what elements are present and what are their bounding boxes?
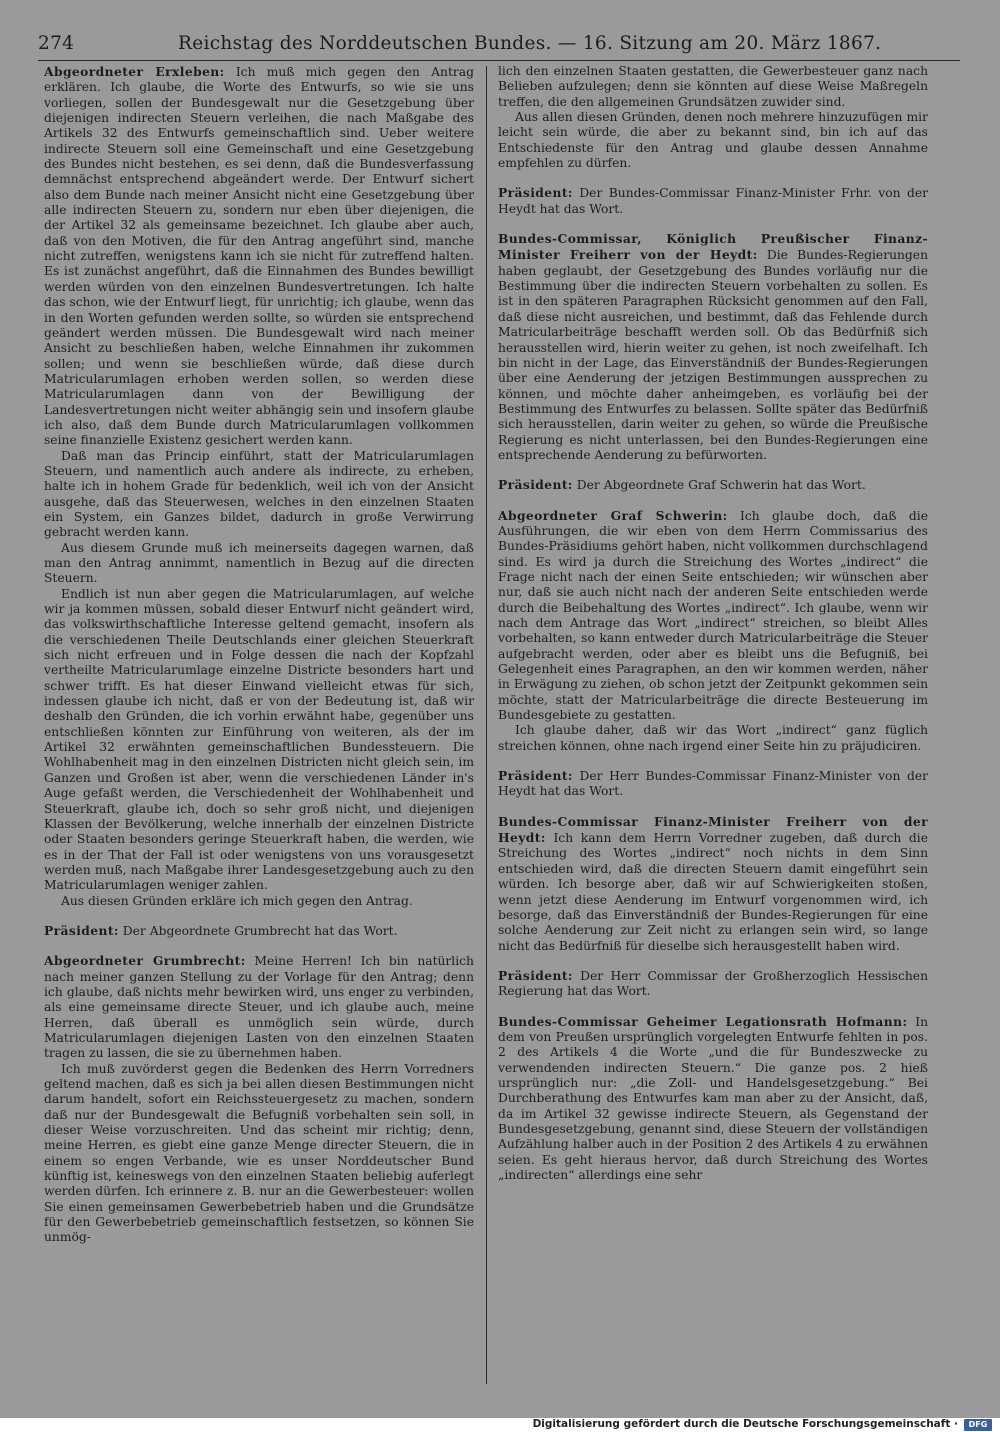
paragraph xyxy=(44,64,474,449)
paragraph xyxy=(498,508,928,724)
paragraph-text: Ich muß mich gegen den Antrag erklären. Ich glaube, die Worte des Entwurfs, so wie sie uns vorliegen, sollen der Bundesgewalt nur die Gesetzgebung über diejenigen indirecten Steuern verleihen, die nach Maßgabe des Artikels 32 des Entwurfs gemeinschaftlich sind. Ueber weitere indirecte Steuern soll eine Gemeinschaft und eine Gesetzgebung des Bundes nicht bestehen, es sei denn, daß die Bundesverfassung demnächst entsprechend abgeändert werde. Der Entwurf sichert also dem Bunde nach meiner Ansicht nicht eine Gesetzgebung über alle indirecten Steuern zu, sondern nur eben über diejenigen, die der Artikel 32 als gemeinsame bezeichnet. Ich glaube aber auch, daß von den Motiven, die für den Antrag angeführt sind, manche nicht zutreffen, wenigstens kann ich sie nicht für zutreffend halten. Es ist zunächst angeführt, daß die Einnahmen des Bundes bewilligt werden würden von den einzelnen Bundesvertretungen. Ich halte das schon, wie der Entwurf liegt, für unrichtig; ich glaube, wenn das in den Worten gefunden werden sollte, so würden sie entsprechend geändert werden müssen. Die Bundesgewalt wird nach meiner Ansicht zu beschließen haben, welche Einnahmen ihr zukommen sollen; und wenn sie beschließen würde, daß diese durch Matricularumlagen erhoben werden sollen, so werden diese Matricularumlagen dann von der Bewilligung der Landesvertretungen nicht weiter abhängig sein und insofern glaube ich also, daß dem Bunde durch Matricularumlagen vollkommen seine finanzielle Existenz gesichert werden kann. xyxy=(44,65,474,448)
speaker-name: Abgeordneter Erxleben: xyxy=(44,64,225,79)
page-title: Reichstag des Norddeutschen Bundes. — 16. Sitzung am 20. März 1867. xyxy=(178,33,882,54)
paragraph xyxy=(498,1014,928,1184)
president-label: Präsident: xyxy=(498,768,573,784)
paragraph-text: Ich glaube doch, daß die Ausführungen, die wir eben von dem Herrn Commissarius des Bundes-Präsidiums gehört haben, nicht vollkommen durchschlagend sind. Es wird ja durch die Streichung des Wortes „indirect“ die Frage nicht nach der einen Seite entschieden; wir wünschen aber nur, daß sie auch nicht nach der anderen Seite entschieden werde durch die Beibehaltung des Wortes „indirect“. Ich glaube, wenn wir nach dem Antrage das Wort „indirect“ streichen, so bleibt Alles vorbehalten, so kann entweder durch Matricularbeiträge die Steuer aufgebracht werden, oder aber es bleibt uns die Befugniß, bei Gelegenheit eines Paragraphen, an den wir kommen werden, näher in Erwägung zu ziehen, ob schon jetzt der Zeitpunkt gekommen sein möchte, statt der Matricularbeiträge die directe Besteuerung im Bundesgebiete zu gestatten. xyxy=(498,508,928,723)
column-divider xyxy=(486,66,487,1384)
speaker-name: Bundes-Commissar Finanz-Minister Freiherr von der Heydt: xyxy=(498,813,928,846)
paragraph xyxy=(498,231,928,463)
speaker-name: Bundes-Commissar, Königlich Preußischer Finanz-Minister Freiherr von der Heydt: xyxy=(498,231,928,263)
footer-credit: Digitalisierung gefördert durch die Deutsche Forschungsgemeinschaft · xyxy=(532,1418,958,1430)
president-line xyxy=(498,185,928,217)
paragraph-text: Meine Herren! Ich bin natürlich nach meiner ganzen Stellung zu der Vorlage für den Antrag; denn ich glaube, daß nichts mehr bewirken wird, uns enger zu verbinden, als eine gemeinsame directe Steuer, und ich glaube auch, meine Herren, daß überall es unmöglich sein würde, durch Matricularumlagen diejenigen Lasten von den einzelnen Staaten tragen zu lassen, die sie zu übernehmen haben. xyxy=(44,954,474,1061)
paragraph: Endlich ist nun aber gegen die Matricularumlagen, auf welche wir ja kommen müssen, sobald dieser Entwurf nicht geändert wird, das volkswirthschaftliche Interesse geltend gemacht, insofern als die verschiedenen Theile Deutschlands einer gleichen Steuerkraft sich nicht erfreuen und in Folge dessen die nach der Kopfzahl vertheilte Matricularumlage einzelne Districte besonders hart und schwer trifft. Es hat dieser Einwand vielleicht etwas für sich, indessen glaube ich nicht, daß er von der Bedeutung ist, daß wir deshalb den Gründen, die ich vorhin erwähnt habe, gegenüber uns entschließen könnten zur Einführung von weiteren, als der im Artikel 32 erwähnten gemeinschaftlichen Bundessteuern. Die Wohlhabenheit mag in den einzelnen Districten nicht gleich sein, im Ganzen und Großen ist aber, wenn die verschiedenen Länder in's Auge gefaßt werden, die Verschiedenheit der Wohlhabenheit und Steuerkraft, glaube ich, doch so sehr groß nicht, und diejenigen Klassen der Bevölkerung, welche innerhalb der einzelnen Districte oder Staaten besonders geringe Steuerkraft haben, die werden, wie es in der That der Fall ist oder wenigstens von uns vorausgesetzt werden muß, nach Maßgabe ihrer Landesgesetzgebung auch zu den Matricularumlagen weniger zahlen. xyxy=(44,586,474,893)
paragraph: Aus diesem Grunde muß ich meinerseits dagegen warnen, daß man den Antrag annimmt, namentlich in Bezug auf die directen Steuern. xyxy=(44,540,474,586)
paragraph-text: Der Abgeordnete Grumbrecht hat das Wort. xyxy=(122,923,398,938)
speaker-name: Abgeordneter Grumbrecht: xyxy=(44,953,246,969)
paragraph-text: Die Bundes-Regierungen haben geglaubt, der Gesetzgebung des Bundes vorläufig nur die Bestimmung über die indirecten Steuern vorbehalten zu sollen. Es ist in den späteren Paragraphen Rücksicht genommen auf den Fall, daß diese nicht ausreichen, und bestimmt, daß das Fehlende durch Matricularbeiträge beschafft werden soll. Ob das Bedürfniß sich herausstellen wird, hierin weiter zu gehen, ist noch zweifelhaft. Ich bin nicht in der Lage, das Einverständniß der Bundes-Regierungen über eine Aenderung der jetzigen Bestimmungen aussprechen zu können, und möchte daher anheimgeben, es vorläufig bei der Bestimmung des Entwurfes zu belassen. Sollte später das Bedürfniß sich herausstellen, darin weiter zu gehen, so würde die Preußische Regierung es nicht unterlassen, bei den Bundes-Regierungen eine entsprechende Aenderung zu befürworten. xyxy=(498,248,928,462)
right-column xyxy=(498,64,928,1394)
paragraph-text: In dem von Preußen ursprünglich vorgelegten Entwurfe fehlten in pos. 2 des Artikels 4 die Worte „und die für Bundeszwecke zu verwendenden indirecten Steuern.“ Die ganze pos. 2 hieß ursprünglich nur: „die Zoll- und Handelsgesetzgebung.“ Bei Durchberathung des Entwurfes kam man aber zu der Ansicht, daß, da im Artikel 32 gewisse indirecte Steuern, als Gegenstand der Bundesgesetzgebung, genannt sind, diese Steuern der vollständigen Aufzählung halber auch in der Position 2 des Artikels 4 zu erwähnen seien. Es geht hieraus hervor, daß durch Streichung des Wortes „indirecten“ allerdings eine sehr xyxy=(498,1014,928,1182)
president-line xyxy=(498,768,928,800)
president-label: Präsident: xyxy=(498,477,573,493)
president-line xyxy=(44,923,474,939)
paragraph: Ich glaube daher, daß wir das Wort „indirect“ ganz füglich streichen können, ohne nach irgend einer Seite hin zu präjudiciren. xyxy=(498,723,928,753)
paragraph: Aus allen diesen Gründen, denen noch mehrere hinzuzufügen mir leicht sein würde, die aber zu bekannt sind, bin ich auf das Entschiedenste für den Antrag und glaube dessen Annahme empfehlen zu dürfen. xyxy=(498,110,928,171)
paragraph-text: Der Abgeordnete Graf Schwerin hat das Wort. xyxy=(576,478,866,493)
president-label: Präsident: xyxy=(498,967,573,983)
dfg-logo: DFG xyxy=(964,1419,992,1431)
paragraph-text: Der Bundes-Commissar Finanz-Minister Frhr. von der Heydt hat das Wort. xyxy=(498,186,928,216)
digitization-footer xyxy=(0,1418,1000,1432)
president-line xyxy=(498,477,928,493)
president-line xyxy=(498,968,928,1000)
left-column xyxy=(44,64,474,1394)
paragraph-text: Ich kann dem Herrn Vorredner zugeben, daß durch die Streichung des Wortes „indirect“ noch nichts in dem Sinn entschieden wird, daß die directen Steuern damit eingeführt sein würden. Ich besorge aber, daß wir auf Schwierigkeiten stoßen, wenn jetzt diese Aenderung im Entwurf vorgenommen wird, ich besorge, daß das Einverständniß der Bundes-Regierungen für eine solche Aenderung zur Zeit nicht zu erlangen sein wird, so lange nicht das Bedürfniß für dieselbe sich herausgestellt haben wird. xyxy=(498,831,928,953)
header-rule xyxy=(38,60,960,61)
speaker-name: Abgeordneter Graf Schwerin: xyxy=(498,507,728,523)
paragraph-text: Der Herr Bundes-Commissar Finanz-Minister von der Heydt hat das Wort. xyxy=(498,769,928,799)
paragraph xyxy=(498,814,928,954)
president-label: Präsident: xyxy=(498,185,573,201)
speaker-name: Bundes-Commissar Geheimer Legationsrath Hofmann: xyxy=(498,1013,908,1029)
paragraph: Ich muß zuvörderst gegen die Bedenken des Herrn Vorredners geltend machen, daß es sich ja bei allen diesen Bestimmungen nicht darum handelt, sofort ein Reichssteuergesetz zu machen, sondern daß nur der Bundesgewalt die Befugniß vorbehalten sein soll, in dieser Weise vorzuschreiten. Und das scheint mir richtig; denn, meine Herren, es giebt eine ganze Menge directer Steuern, die in einem so engen Verbande, wie es unser Norddeutscher Bund künftig ist, keineswegs von den einzelnen Staaten beliebig auferlegt werden dürfen. Ich erinnere z. B. nur an die Gewerbesteuer: wollen Sie einen gemeinsamen Gewerbebetrieb haben und die Grundsätze für den Gewerbebetrieb gemeinschaftlich festsetzen, so können Sie unmög- xyxy=(44,1061,474,1245)
paragraph: lich den einzelnen Staaten gestatten, die Gewerbesteuer ganz nach Belieben aufzulegen; denn sie könnten auf diese Weise Maßregeln treffen, die den allgemeinen Grundsätzen zuwider sind. xyxy=(498,64,928,109)
page-header xyxy=(38,33,960,59)
president-label: Präsident: xyxy=(44,922,119,938)
paragraph-text: Der Herr Commissar der Großherzoglich Hessischen Regierung hat das Wort. xyxy=(498,968,928,999)
page-number: 274 xyxy=(38,33,75,54)
paragraph: Daß man das Princip einführt, statt der Matricularumlagen Steuern, und namentlich auch andere als indirecte, zu erheben, halte ich in hohem Grade für bedenklich, weil ich von der Ansicht ausgehe, daß das Steuerwesen, welches in den einzelnen Staaten ein System, ein Ganzes bildet, dadurch in große Verwirrung gebracht werden kann. xyxy=(44,448,474,540)
paragraph xyxy=(44,953,474,1061)
paragraph: Aus diesen Gründen erkläre ich mich gegen den Antrag. xyxy=(61,893,413,908)
